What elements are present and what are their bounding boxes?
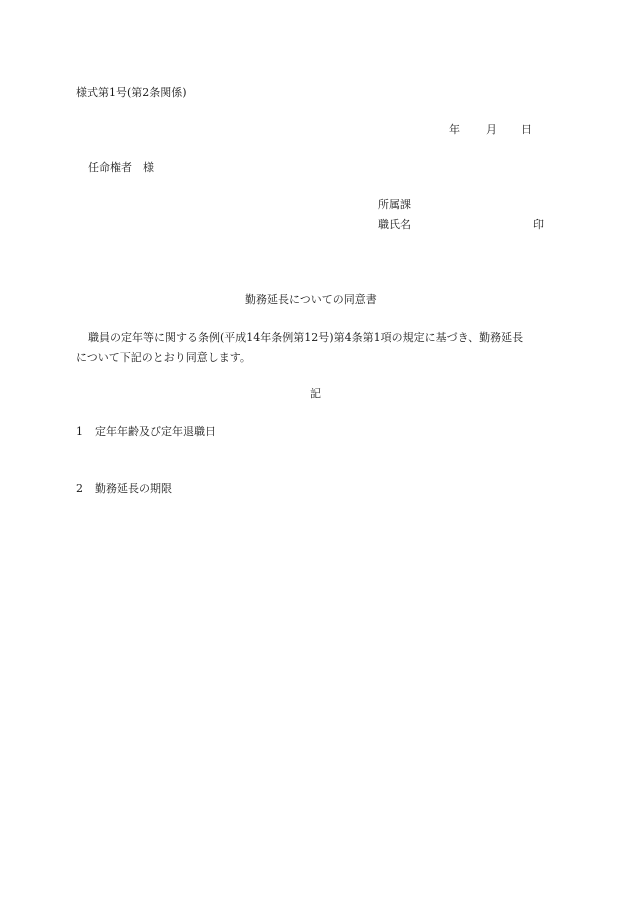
- item-text: 勤務延長の期限: [95, 482, 172, 495]
- date-day-label: 日: [521, 123, 532, 136]
- date-month-label: 月: [486, 123, 497, 136]
- ki-heading: 記: [310, 387, 321, 400]
- seal-label: 印: [533, 218, 544, 231]
- list-item: [76, 425, 216, 439]
- item-number: 2: [76, 482, 83, 495]
- addressee: 任命権者 様: [88, 161, 154, 174]
- position-name-label: 職氏名: [378, 218, 411, 231]
- body-line-2: について下記のとおり同意します。: [76, 351, 251, 364]
- list-item: [76, 482, 172, 496]
- item-number: 1: [76, 425, 83, 438]
- date-year-label: 年: [449, 123, 460, 136]
- department-label: 所属課: [378, 198, 411, 211]
- body-line-1: 職員の定年等に関する条例(平成14年条例第12号)第4条第1項の規定に基づき、勤務延長: [88, 331, 524, 344]
- document-title: 勤務延長についての同意書: [245, 293, 377, 306]
- body-paragraph: [76, 328, 556, 368]
- form-label: 様式第1号(第2条関係): [76, 86, 187, 99]
- item-text: 定年年齢及び定年退職日: [95, 425, 216, 438]
